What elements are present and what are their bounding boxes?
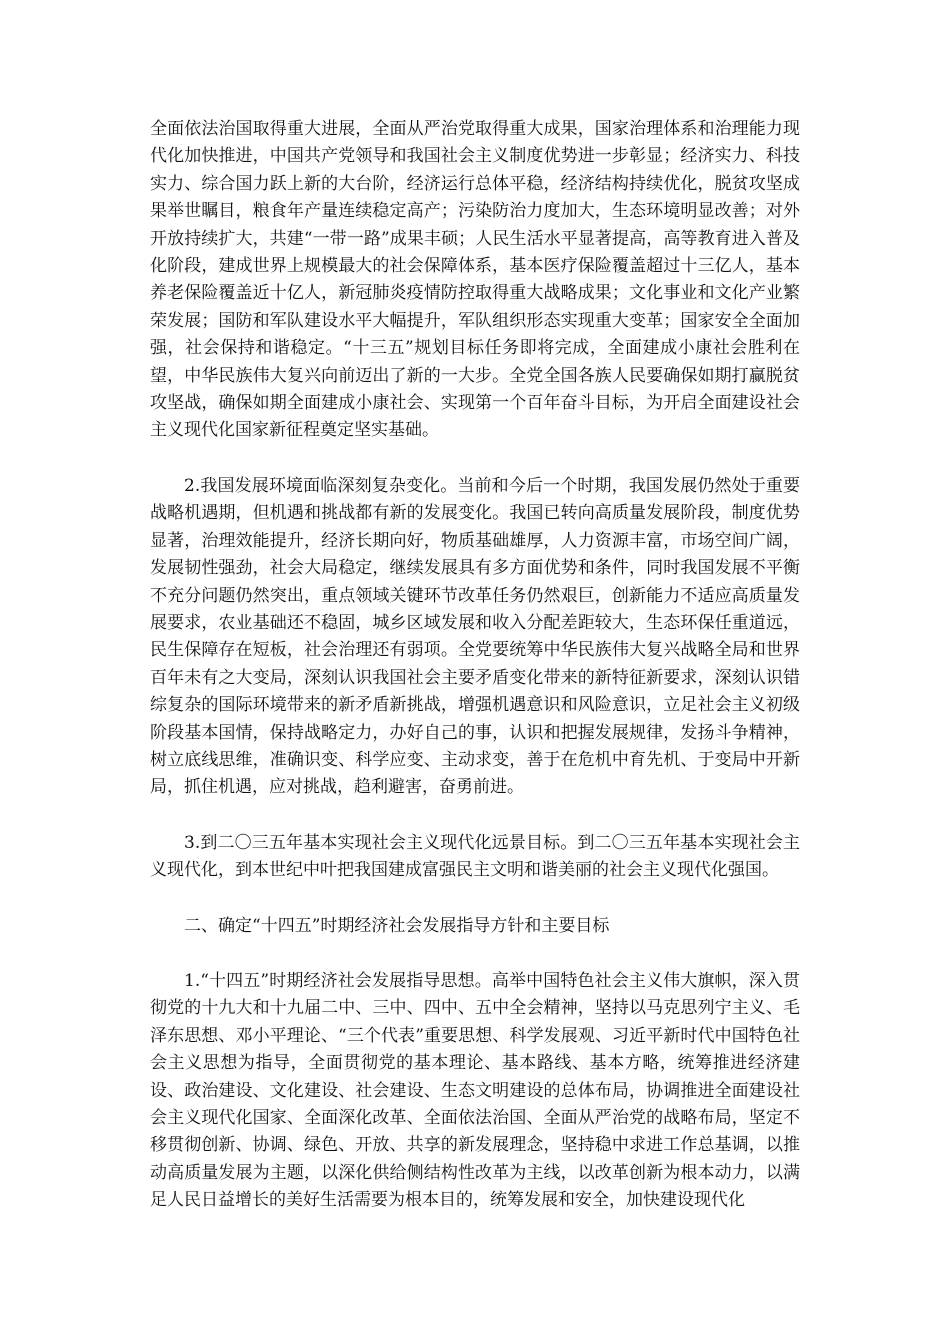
paragraph-continuation: 全面依法治国取得重大进展，全面从严治党取得重大成果，国家治理体系和治理能力现代化加快推进，中国共产党领导和我国社会主义制度优势进一步彰显；经济实力、科技实力、综合国力跃上新的大台阶，经济运行总体平稳，经济结构持续优化，脱贫攻坚成果举世瞩目，粮食年产量连续稳定高产；污染防治力度加大，生态环境明显改善；对外开放持续扩大，共建“一带一路”成果丰硕；人民生活水平显著提高，高等教育进入普及化阶段，建成世界上规模最大的社会保障体系，基本医疗保险覆盖超过十三亿人，基本养老保险覆盖近十亿人，新冠肺炎疫情防控取得重大战略成果；文化事业和文化产业繁荣发展；国防和军队建设水平大幅提升，军队组织形态实现重大变革；国家安全全面加强，社会保持和谐稳定。“十三五”规划目标任务即将完成，全面建成小康社会胜利在望，中华民族伟大复兴向前迈出了新的一大步。全党全国各族人民要确保如期打赢脱贫攻坚战，确保如期全面建成小康社会、实现第一个百年奋斗目标，为开启全面建设社会主义现代化国家新征程奠定坚实基础。 xyxy=(150,119,800,441)
document-page xyxy=(150,116,800,1215)
section-heading: 二、确定“十四五”时期经济社会发展指导方针和主要目标 xyxy=(184,915,610,936)
paragraph-2035-goals: 3.到二〇三五年基本实现社会主义现代化远景目标。到二〇三五年基本实现社会主义现代化，到本世纪中叶把我国建成富强民主文明和谐美丽的社会主义现代化强国。 xyxy=(150,832,800,881)
paragraph-development-environment: 2.我国发展环境面临深刻复杂变化。当前和今后一个时期，我国发展仍然处于重要战略机遇期，但机遇和挑战都有新的发展变化。我国已转向高质量发展阶段，制度优势显著，治理效能提升，经济长期向好，物质基础雄厚，人力资源丰富，市场空间广阔，发展韧性强劲，社会大局稳定，继续发展具有多方面优势和条件，同时我国发展不平衡不充分问题仍然突出，重点领域关键环节改革任务仍然艰巨，创新能力不适应高质量发展要求，农业基础还不稳固，城乡区域发展和收入分配差距较大，生态环保任重道远，民生保障存在短板，社会治理还有弱项。全党要统筹中华民族伟大复兴战略全局和世界百年未有之大变局，深刻认识我国社会主要矛盾变化带来的新特征新要求，深刻认识错综复杂的国际环境带来的新矛盾新挑战，增强机遇意识和风险意识，立足社会主义初级阶段基本国情，保持战略定力，办好自己的事，认识和把握发展规律，发扬斗争精神，树立底线思维，准确识变、科学应变、主动求变，善于在危机中育先机、于变局中开新局，抓住机遇，应对挑战，趋利避害，奋勇前进。 xyxy=(150,475,800,798)
paragraph-guiding-thought: 1.“十四五”时期经济社会发展指导思想。高举中国特色社会主义伟大旗帜，深入贯彻党的十九大和十九届二中、三中、四中、五中全会精神，坚持以马克思列宁主义、毛泽东思想、邓小平理论、“三个代表”重要思想、科学发展观、习近平新时代中国特色社会主义思想为指导，全面贯彻党的基本理论、基本路线、基本方略，统筹推进经济建设、政治建设、文化建设、社会建设、生态文明建设的总体布局，协调推进全面建设社会主义现代化国家、全面深化改革、全面依法治国、全面从严治党的战略布局，坚定不移贯彻创新、协调、绿色、开放、共享的新发展理念，坚持稳中求进工作总基调，以推动高质量发展为主题，以深化供给侧结构性改革为主线，以改革创新为根本动力，以满足人民日益增长的美好生活需要为根本目的，统筹发展和安全，加快建设现代化 xyxy=(150,970,800,1211)
